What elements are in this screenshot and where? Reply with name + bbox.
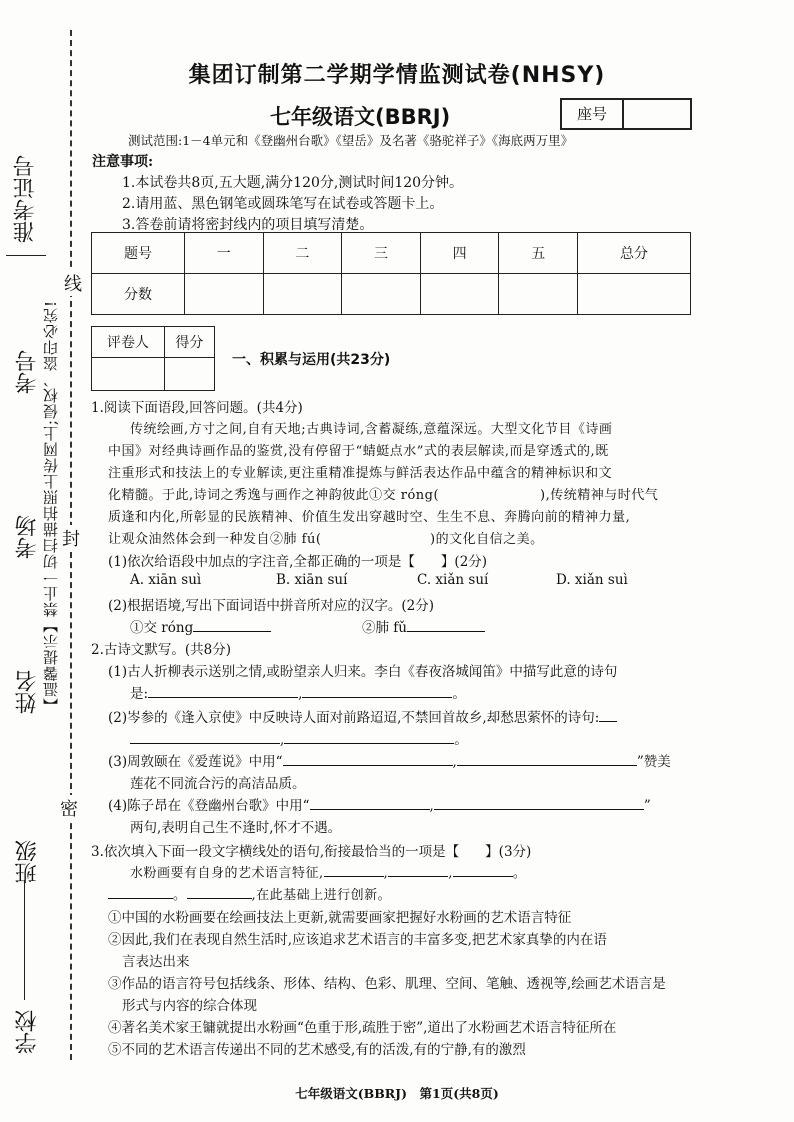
q2-s1: (1)古人折柳表示送别之情,或盼望亲人归来。李白《春夜洛城闻笛》中描写此意的诗句	[108, 664, 618, 680]
score-cell[interactable]	[578, 274, 691, 315]
q3-item: 言表达出来	[122, 954, 190, 970]
seal-mark-mi: 密	[60, 795, 78, 821]
margin-warning: 【温馨提示】禁止一切扫描拍照上传网上;侵权、盗印必究!	[42, 300, 60, 714]
margin-kaochang-label: 考场	[15, 515, 40, 559]
section-1-title: 一、积累与运用(共23分)	[232, 352, 391, 368]
score-cell[interactable]	[185, 274, 264, 315]
grader-score-field[interactable]	[164, 358, 214, 391]
q1-stem: 1.阅读下面语段,回答问题。(共4分)	[91, 400, 303, 416]
notes-heading: 注意事项:	[92, 154, 154, 170]
q1-passage-line: 让观众油然体会到一种发自②肺 fú(	[108, 532, 322, 547]
score-header-cell: 一	[185, 233, 264, 274]
note-item: 1.本试卷共8页,五大题,满分120分,测试时间120分钟。	[122, 175, 464, 191]
q3-lead2: 。 ,在此基础上进行创新。	[108, 884, 391, 903]
q3-blank-5[interactable]	[187, 898, 252, 899]
q2-s4: (4)陈子昂在《登幽州台歌》中用“ , ”	[108, 798, 651, 814]
score-header-cell: 五	[499, 233, 578, 274]
seal-mark-feng: 封	[62, 525, 80, 551]
q2-s2: (2)岑参的《逢入京使》中反映诗人面对前路迢迢,不禁回首故乡,却愁思萦怀的诗句:	[108, 706, 617, 726]
q1-option-d[interactable]: D. xiǎn suì	[556, 572, 628, 588]
q3-blank-2[interactable]	[388, 876, 448, 877]
q3-blank-1[interactable]	[324, 876, 384, 877]
seat-number-label: 座号	[562, 100, 624, 128]
q1-sub2-a: ①交 róng	[130, 616, 271, 636]
margin-exam-id-label: 准考证号	[13, 155, 38, 243]
q1-option-b[interactable]: B. xiān suí	[276, 572, 348, 588]
test-scope: 测试范围:1－4单元和《登幽州台歌》《望岳》及名著《骆驼祥子》《海底两万里》	[128, 133, 574, 148]
q2-s1b: 是: , 。	[130, 686, 466, 702]
q1-option-c[interactable]: C. xiǎn suí	[417, 572, 489, 588]
q3-item: ⑤不同的艺术语言传递出不同的艺术感受,有的活泼,有的宁静,有的激烈	[108, 1042, 526, 1058]
seat-number-field[interactable]	[624, 100, 690, 128]
q2-s3b: 莲花不同流合污的高洁品质。	[130, 776, 306, 792]
q3-item: ①中国的水粉画要在绘画技法上更新,就需要画家把握好水粉画的艺术语言特征	[108, 910, 572, 926]
q2-s3-blank-1[interactable]	[283, 765, 453, 766]
margin-name-label: 姓名	[15, 670, 40, 714]
score-table-header-row	[92, 233, 691, 274]
q2-stem: 2.古诗文默写。(共8分)	[91, 642, 232, 658]
q2-s4-blank-1[interactable]	[310, 809, 430, 810]
q1-passage-line: ),传统精神与时代气	[540, 488, 659, 503]
q2-s3-blank-2[interactable]	[457, 765, 637, 766]
margin-underline-2	[24, 880, 26, 1000]
score-cell[interactable]	[342, 274, 421, 315]
q2-s3: (3)周敦颐在《爱莲说》中用“ , ”赞美	[108, 754, 671, 770]
q3-item: ④著名美术家王镛就提出水粉画“色重于形,疏胜于密”,道出了水粉画艺术语言特征所在	[108, 1020, 617, 1036]
q2-s4b: 两句,表明自己生不逢时,怀才不遇。	[130, 820, 342, 836]
grader-field[interactable]	[92, 358, 165, 391]
margin-school-label: 学校	[15, 1010, 40, 1054]
q1-option-a[interactable]: A. xiān suì	[130, 572, 202, 588]
q3-item: 形式与内容的综合体现	[122, 998, 257, 1014]
q1-passage-line: 中国》对经典诗画作品的鉴赏,没有停留于“蜻蜓点水”式的表层解读,而是穿透式的,既	[108, 444, 609, 459]
q2-s2-blank-2[interactable]	[284, 743, 454, 744]
q1-passage-line: 化精髓。于此,诗词之秀逸与画作之神韵彼此①交 róng(	[108, 488, 440, 503]
note-item: 3.答卷前请将密封线内的项目填写清楚。	[122, 217, 374, 233]
score-header-cell: 三	[342, 233, 421, 274]
score-header-cell: 二	[263, 233, 342, 274]
exam-title: 集团订制第二学期学情监测试卷(NHSY)	[188, 63, 606, 88]
q1-sub2-a-blank[interactable]	[193, 631, 271, 632]
q2-s2-blank-0[interactable]	[599, 721, 617, 722]
score-header-cell: 总分	[578, 233, 691, 274]
q1-passage-line: )的文化自信之美。	[430, 532, 544, 547]
score-cell[interactable]	[420, 274, 499, 315]
note-item: 2.请用蓝、黑色钢笔或圆珠笔写在试卷或答题卡上。	[122, 196, 444, 212]
q2-s2-blank-1[interactable]	[130, 743, 280, 744]
q1-sub1: (1)依次给语段中加点的字注音,全都正确的一项是【 】(2分)	[108, 554, 488, 570]
score-header-cell: 题号	[92, 233, 185, 274]
q1-sub2: (2)根据语境,写出下面词语中拼音所对应的汉字。(2分)	[108, 598, 435, 614]
score-header-cell: 四	[420, 233, 499, 274]
grader-score-label: 得分	[164, 327, 214, 358]
score-row-label: 分数	[92, 274, 185, 315]
grader-label: 评卷人	[92, 327, 165, 358]
seat-number-box[interactable]	[560, 98, 692, 130]
score-cell[interactable]	[499, 274, 578, 315]
score-cell[interactable]	[263, 274, 342, 315]
q3-stem: 3.依次填入下面一段文字横线处的语句,衔接最恰当的一项是【 】(3分)	[91, 844, 532, 860]
q2-s1-blank-1[interactable]	[148, 697, 298, 698]
q1-passage-line: 注重形式和技法上的专业解读,更注重精准提炼与鲜活表达作品中蕴含的精神标识和文	[108, 466, 613, 481]
q3-blank-4[interactable]	[108, 898, 173, 899]
exam-subtitle: 七年级语文(BBRJ)	[270, 105, 451, 129]
page-footer: 七年级语文(BBRJ) 第1页(共8页)	[295, 1086, 499, 1101]
q3-lead: 水粉画要有自身的艺术语言特征, , , 。	[130, 866, 527, 881]
margin-kaohao-label: 考号	[15, 350, 40, 394]
q2-s2-answer: , 。	[130, 728, 468, 748]
q2-s4-blank-2[interactable]	[434, 809, 644, 810]
q3-item: ③作品的语言符号包括线条、形体、结构、色彩、肌理、空间、笔触、透视等,绘画艺术语言是	[108, 976, 666, 992]
q1-sub2-b-blank[interactable]	[407, 631, 485, 632]
q1-sub2-b: ②肺 fǔ	[362, 616, 485, 636]
margin-class-label: 班级	[15, 840, 40, 884]
score-table-score-row	[92, 274, 691, 315]
grader-table	[91, 326, 215, 391]
q1-passage-line: 质逢和内化,所彰显的民族精神、价值生发出穿越时空、生生不息、奔腾向前的精神力量,	[108, 510, 631, 525]
seal-mark-xian: 线	[64, 270, 82, 296]
q3-blank-3[interactable]	[453, 876, 513, 877]
q3-item: ②因此,我们在表现自然生活时,应该追求艺术语言的丰富多变,把艺术家真挚的内在语	[108, 932, 607, 948]
margin-underline-1	[6, 255, 46, 257]
q1-passage-line: 传统绘画,方寸之间,自有天地;古典诗词,含蓄凝练,意蕴深远。大型文化节目《诗画	[130, 422, 613, 437]
q2-s1-blank-2[interactable]	[302, 697, 452, 698]
score-table	[91, 232, 691, 315]
